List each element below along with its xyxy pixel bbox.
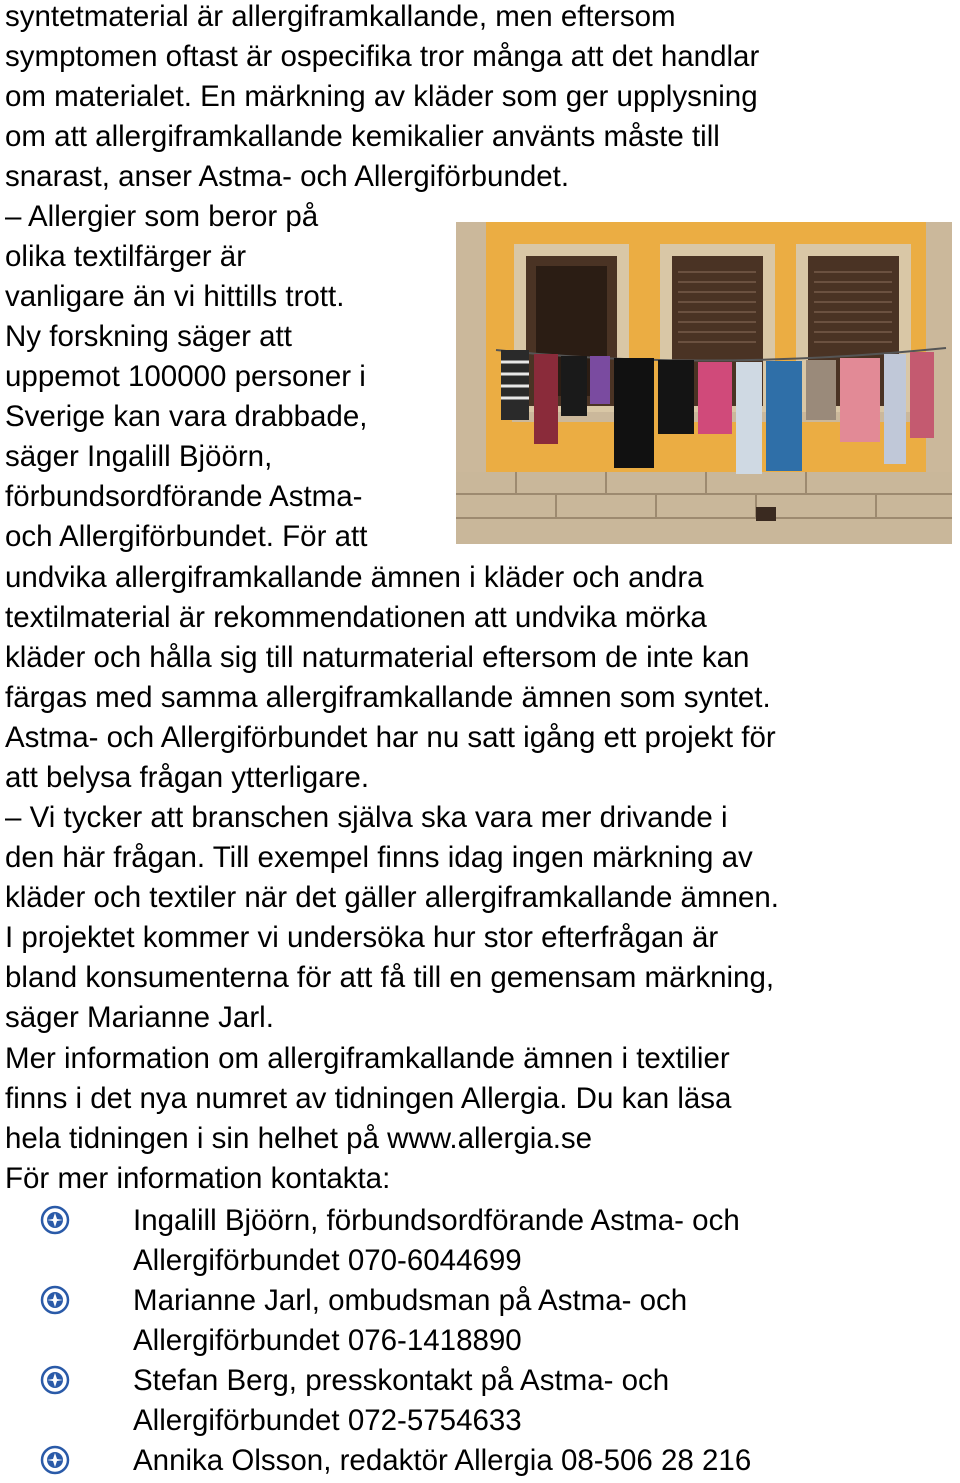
article-line: symptomen oftast är ospecifika tror många att det handlar [5,40,760,73]
article-line: – Allergier som beror på [5,200,319,233]
contact-line: Allergiförbundet 072-5754633 [133,1404,522,1437]
article-line: uppemot 100000 personer i [5,360,366,393]
article-line: snarast, anser Astma- och Allergiförbundet. [5,160,570,193]
allergy-logo-icon [40,1205,70,1235]
allergy-logo-icon [40,1445,70,1475]
article-line: säger Marianne Jarl. [5,1001,274,1034]
article-line: Ny forskning säger att [5,320,292,353]
article-line: För mer information kontakta: [5,1162,391,1195]
allergy-logo-icon [40,1285,70,1315]
article-line: om materialet. En märkning av kläder som ger upplysning [5,80,758,113]
contact-line: Annika Olsson, redaktör Allergia 08-506 28 216 [133,1444,752,1477]
contact-line: Allergiförbundet 070-6044699 [133,1244,522,1277]
article-line: undvika allergiframkallande ämnen i kläder och andra [5,561,704,594]
article-line: olika textilfärger är [5,240,247,273]
article-line: syntetmaterial är allergiframkallande, men eftersom [5,0,676,33]
contact-line: Marianne Jarl, ombudsman på Astma- och [133,1284,688,1317]
contact-line: Ingalill Bjöörn, förbundsordförande Astma- och [133,1204,740,1237]
article-line: textilmaterial är rekommendationen att undvika mörka [5,601,707,634]
article-line: kläder och hålla sig till naturmaterial eftersom de inte kan [5,641,750,674]
article-line: I projektet kommer vi undersöka hur stor efterfrågan är [5,921,719,954]
article-line: – Vi tycker att branschen själva ska vara mer drivande i [5,801,728,834]
article-line: Astma- och Allergiförbundet har nu satt igång ett projekt för [5,721,776,754]
article-line: hela tidningen i sin helhet på www.allergia.se [5,1122,593,1155]
article-line: bland konsumenterna för att få till en gemensam märkning, [5,961,775,994]
allergy-logo-icon [40,1365,70,1395]
article-line: Sverige kan vara drabbade, [5,400,368,433]
article-line: vanligare än vi hittills trott. [5,280,345,313]
contact-line: Stefan Berg, presskontakt på Astma- och [133,1364,670,1397]
article-line: Mer information om allergiframkallande ämnen i textilier [5,1042,730,1075]
contact-line: Allergiförbundet 076-1418890 [133,1324,522,1357]
article-line: om att allergiframkallande kemikalier använts måste till [5,120,720,153]
article-line: och Allergiförbundet. För att [5,520,368,553]
article-line: säger Ingalill Bjöörn, [5,440,273,473]
laundry-photo [456,222,952,544]
article-line: finns i det nya numret av tidningen Allergia. Du kan läsa [5,1082,732,1115]
article-line: kläder och textiler när det gäller allergiframkallande ämnen. [5,881,779,914]
article-line: färgas med samma allergiframkallande ämnen som syntet. [5,681,771,714]
article-line: förbundsordförande Astma- [5,480,363,513]
article-line: den här frågan. Till exempel finns idag ingen märkning av [5,841,753,874]
article-line: att belysa frågan ytterligare. [5,761,370,794]
